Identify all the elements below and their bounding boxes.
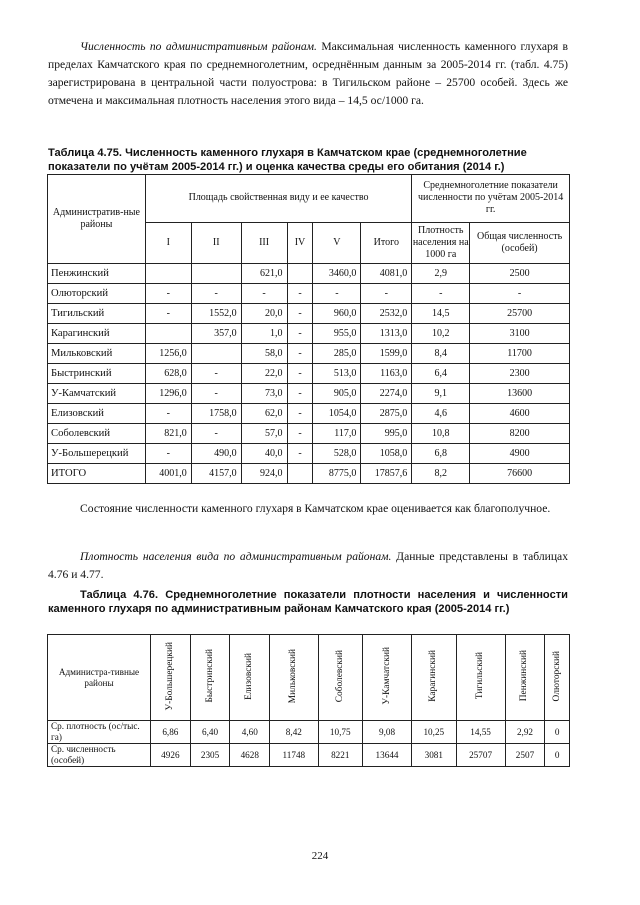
value-cell: 924,0 bbox=[241, 464, 287, 484]
district-name-cell: Олюторский bbox=[48, 284, 146, 304]
page-number: 224 bbox=[311, 850, 329, 862]
table-row bbox=[48, 364, 570, 384]
paragraph-body: Максимальная численность каменного глухаря в пределах Камчатского края по среднемноголетним, осреднённым данным за 2005-2014 гг. (табл. 4.75) зарегистрирована в центральной части полуострова: в Тигильском районе – 25700 особей. Здесь же отмечена и максимальная плотность населения этого вида – 14,5 ос/1000 га. bbox=[48, 40, 568, 107]
value-cell: 528,0 bbox=[313, 444, 361, 464]
value-cell: 1054,0 bbox=[313, 404, 361, 424]
district-header-label: Быстринский bbox=[204, 649, 215, 703]
district-header-cell bbox=[545, 635, 570, 721]
value-cell: 2300 bbox=[470, 364, 570, 384]
table-row bbox=[48, 264, 570, 284]
value-cell: - bbox=[241, 284, 287, 304]
table-4-75 bbox=[47, 174, 570, 484]
district-name-cell: Соболевский bbox=[48, 424, 146, 444]
value-cell: 58,0 bbox=[241, 344, 287, 364]
header-col-v: V bbox=[313, 222, 361, 263]
value-cell: 960,0 bbox=[313, 304, 361, 324]
value-cell: 62,0 bbox=[241, 404, 287, 424]
value-cell: 17857,6 bbox=[361, 464, 412, 484]
value-cell: - bbox=[287, 344, 313, 364]
district-header-cell bbox=[151, 635, 191, 721]
value-cell: 1256,0 bbox=[145, 344, 191, 364]
value-cell: - bbox=[191, 384, 241, 404]
value-cell: 357,0 bbox=[191, 324, 241, 344]
table-row bbox=[48, 344, 570, 364]
value-cell bbox=[287, 464, 313, 484]
count-value-cell: 3081 bbox=[412, 744, 456, 767]
value-cell: 490,0 bbox=[191, 444, 241, 464]
value-cell: 4081,0 bbox=[361, 264, 412, 284]
value-cell: - bbox=[287, 384, 313, 404]
district-name-cell: У-Большерецкий bbox=[48, 444, 146, 464]
table-row bbox=[48, 324, 570, 344]
district-name-cell: Елизовский bbox=[48, 404, 146, 424]
value-cell: 1058,0 bbox=[361, 444, 412, 464]
value-cell: 1163,0 bbox=[361, 364, 412, 384]
value-cell: 4900 bbox=[470, 444, 570, 464]
paragraph-density-intro bbox=[48, 548, 568, 584]
value-cell: - bbox=[287, 304, 313, 324]
table-4-76-count-row bbox=[48, 744, 570, 767]
header-density: Плотность населения на 1000 га bbox=[412, 222, 470, 263]
value-cell: - bbox=[287, 364, 313, 384]
header-col-total: Итого bbox=[361, 222, 412, 263]
district-name-cell: Пенжинский bbox=[48, 264, 146, 284]
value-cell: 13600 bbox=[470, 384, 570, 404]
district-header-label: У-Камчатский bbox=[381, 647, 392, 705]
value-cell: 10,2 bbox=[412, 324, 470, 344]
district-header-label: У-Большерецкий bbox=[164, 641, 175, 711]
table-4-75-body bbox=[48, 264, 570, 484]
district-header-cell bbox=[318, 635, 362, 721]
value-cell bbox=[287, 264, 313, 284]
value-cell: 513,0 bbox=[313, 364, 361, 384]
value-cell: 285,0 bbox=[313, 344, 361, 364]
value-cell: 57,0 bbox=[241, 424, 287, 444]
value-cell bbox=[145, 264, 191, 284]
value-cell: 621,0 bbox=[241, 264, 287, 284]
density-value-cell: 8,42 bbox=[270, 721, 318, 744]
district-name-cell: Карагинский bbox=[48, 324, 146, 344]
value-cell: - bbox=[191, 284, 241, 304]
table-row bbox=[48, 304, 570, 324]
value-cell: 25700 bbox=[470, 304, 570, 324]
density-value-cell: 14,55 bbox=[456, 721, 505, 744]
density-value-cell: 10,75 bbox=[318, 721, 362, 744]
paragraph-lead-italic: Численность по административным районам. bbox=[80, 40, 317, 53]
value-cell: 905,0 bbox=[313, 384, 361, 404]
density-value-cell: 9,08 bbox=[362, 721, 411, 744]
district-header-label: Олюторский bbox=[551, 650, 562, 702]
value-cell: 40,0 bbox=[241, 444, 287, 464]
header-area-quality: Площадь свойственная виду и ее качество bbox=[145, 175, 411, 223]
district-name-cell: ИТОГО bbox=[48, 464, 146, 484]
density-value-cell: 4,60 bbox=[230, 721, 270, 744]
header-col-iii: III bbox=[241, 222, 287, 263]
value-cell: - bbox=[145, 284, 191, 304]
header-population: Среднемноголетние показатели численности по учётам 2005-2014 гг. bbox=[412, 175, 570, 223]
value-cell: 2,9 bbox=[412, 264, 470, 284]
value-cell: 2500 bbox=[470, 264, 570, 284]
district-header-cell bbox=[270, 635, 318, 721]
table-4-76-header-row bbox=[48, 635, 570, 721]
district-name-cell: Мильковский bbox=[48, 344, 146, 364]
header-total-population: Общая численность (особей) bbox=[470, 222, 570, 263]
district-header-label: Соболевский bbox=[334, 649, 345, 703]
paragraph-body: Данные представлены в таблицах 4.76 и 4.77. bbox=[48, 550, 568, 581]
table-row bbox=[48, 464, 570, 484]
density-value-cell: 6,40 bbox=[190, 721, 230, 744]
value-cell: 4600 bbox=[470, 404, 570, 424]
value-cell: 8775,0 bbox=[313, 464, 361, 484]
value-cell: 4157,0 bbox=[191, 464, 241, 484]
value-cell: 9,1 bbox=[412, 384, 470, 404]
value-cell: 73,0 bbox=[241, 384, 287, 404]
paragraph-lead-italic: Плотность населения вида по административным районам. bbox=[80, 550, 392, 563]
table-4-76-density-row bbox=[48, 721, 570, 744]
value-cell: 995,0 bbox=[361, 424, 412, 444]
header-districts: Административ-ные районы bbox=[48, 175, 146, 264]
value-cell: - bbox=[287, 284, 313, 304]
value-cell: 1,0 bbox=[241, 324, 287, 344]
value-cell: 8200 bbox=[470, 424, 570, 444]
value-cell: 2532,0 bbox=[361, 304, 412, 324]
value-cell: 14,5 bbox=[412, 304, 470, 324]
paragraph-district-population bbox=[48, 38, 568, 110]
table-4-76-caption: Таблица 4.76. Среднемноголетние показатели плотности населения и численности каменного глухаря по административным районам Камчатского края (2005-2014 гг.) bbox=[48, 589, 568, 615]
table-row bbox=[48, 444, 570, 464]
value-cell: - bbox=[191, 424, 241, 444]
value-cell: 3460,0 bbox=[313, 264, 361, 284]
table-4-76 bbox=[47, 634, 570, 767]
count-value-cell: 4628 bbox=[230, 744, 270, 767]
value-cell: 1296,0 bbox=[145, 384, 191, 404]
count-value-cell: 2507 bbox=[505, 744, 545, 767]
count-value-cell: 25707 bbox=[456, 744, 505, 767]
value-cell: 6,4 bbox=[412, 364, 470, 384]
value-cell: 1599,0 bbox=[361, 344, 412, 364]
value-cell bbox=[191, 344, 241, 364]
value-cell: - bbox=[470, 284, 570, 304]
value-cell: 6,8 bbox=[412, 444, 470, 464]
value-cell: 8,4 bbox=[412, 344, 470, 364]
district-header-cell bbox=[362, 635, 411, 721]
value-cell: 76600 bbox=[470, 464, 570, 484]
value-cell: - bbox=[287, 424, 313, 444]
value-cell: - bbox=[412, 284, 470, 304]
density-value-cell: 2,92 bbox=[505, 721, 545, 744]
count-value-cell: 8221 bbox=[318, 744, 362, 767]
district-header-label: Пенжинский bbox=[519, 650, 530, 702]
table-row bbox=[48, 404, 570, 424]
value-cell: 2875,0 bbox=[361, 404, 412, 424]
district-name-cell: У-Камчатский bbox=[48, 384, 146, 404]
value-cell: 1552,0 bbox=[191, 304, 241, 324]
table-row bbox=[48, 424, 570, 444]
density-value-cell: 6,86 bbox=[151, 721, 191, 744]
value-cell: - bbox=[145, 404, 191, 424]
value-cell: - bbox=[361, 284, 412, 304]
district-header-label: Мильковский bbox=[288, 648, 299, 704]
header-col-i: I bbox=[145, 222, 191, 263]
district-name-cell: Быстринский bbox=[48, 364, 146, 384]
value-cell: 1313,0 bbox=[361, 324, 412, 344]
district-header-cell bbox=[230, 635, 270, 721]
value-cell: 1758,0 bbox=[191, 404, 241, 424]
density-row-label: Ср. плотность (ос/тыс. га) bbox=[48, 721, 151, 744]
count-value-cell: 0 bbox=[545, 744, 570, 767]
header-col-ii: II bbox=[191, 222, 241, 263]
district-header-cell bbox=[412, 635, 456, 721]
value-cell: - bbox=[191, 364, 241, 384]
value-cell: - bbox=[287, 444, 313, 464]
value-cell: 4,6 bbox=[412, 404, 470, 424]
district-header-cell bbox=[505, 635, 545, 721]
table-row bbox=[48, 284, 570, 304]
value-cell bbox=[191, 264, 241, 284]
value-cell: - bbox=[145, 304, 191, 324]
count-value-cell: 4926 bbox=[151, 744, 191, 767]
count-row-label: Ср. численность (особей) bbox=[48, 744, 151, 767]
district-name-cell: Тигильский bbox=[48, 304, 146, 324]
district-header-cell bbox=[456, 635, 505, 721]
density-value-cell: 0 bbox=[545, 721, 570, 744]
district-header-label: Карагинский bbox=[428, 650, 439, 702]
value-cell: 2274,0 bbox=[361, 384, 412, 404]
table-row bbox=[48, 384, 570, 404]
value-cell: 117,0 bbox=[313, 424, 361, 444]
table-4-75-caption: Таблица 4.75. Численность каменного глухаря в Камчатском крае (среднемноголетние показатели по учётам 2005-2014 гг.) и оценка качества среды его обитания (2014 г.) bbox=[48, 147, 527, 173]
value-cell: 10,8 bbox=[412, 424, 470, 444]
value-cell: 22,0 bbox=[241, 364, 287, 384]
value-cell: - bbox=[313, 284, 361, 304]
value-cell: 8,2 bbox=[412, 464, 470, 484]
value-cell: 628,0 bbox=[145, 364, 191, 384]
header-col-iv: IV bbox=[287, 222, 313, 263]
count-value-cell: 11748 bbox=[270, 744, 318, 767]
value-cell: - bbox=[145, 444, 191, 464]
value-cell bbox=[145, 324, 191, 344]
value-cell: - bbox=[287, 404, 313, 424]
value-cell: 3100 bbox=[470, 324, 570, 344]
count-value-cell: 13644 bbox=[362, 744, 411, 767]
count-value-cell: 2305 bbox=[190, 744, 230, 767]
header-districts: Администра-тивные районы bbox=[48, 635, 151, 721]
value-cell: 20,0 bbox=[241, 304, 287, 324]
value-cell: 821,0 bbox=[145, 424, 191, 444]
value-cell: 11700 bbox=[470, 344, 570, 364]
value-cell: - bbox=[287, 324, 313, 344]
density-value-cell: 10,25 bbox=[412, 721, 456, 744]
value-cell: 955,0 bbox=[313, 324, 361, 344]
district-header-label: Елизовский bbox=[244, 652, 255, 700]
district-header-label: Тигильский bbox=[475, 652, 486, 700]
paragraph-status: Состояние численности каменного глухаря в Камчатском крае оценивается как благополучное. bbox=[80, 502, 551, 515]
value-cell: 4001,0 bbox=[145, 464, 191, 484]
district-header-cell bbox=[190, 635, 230, 721]
